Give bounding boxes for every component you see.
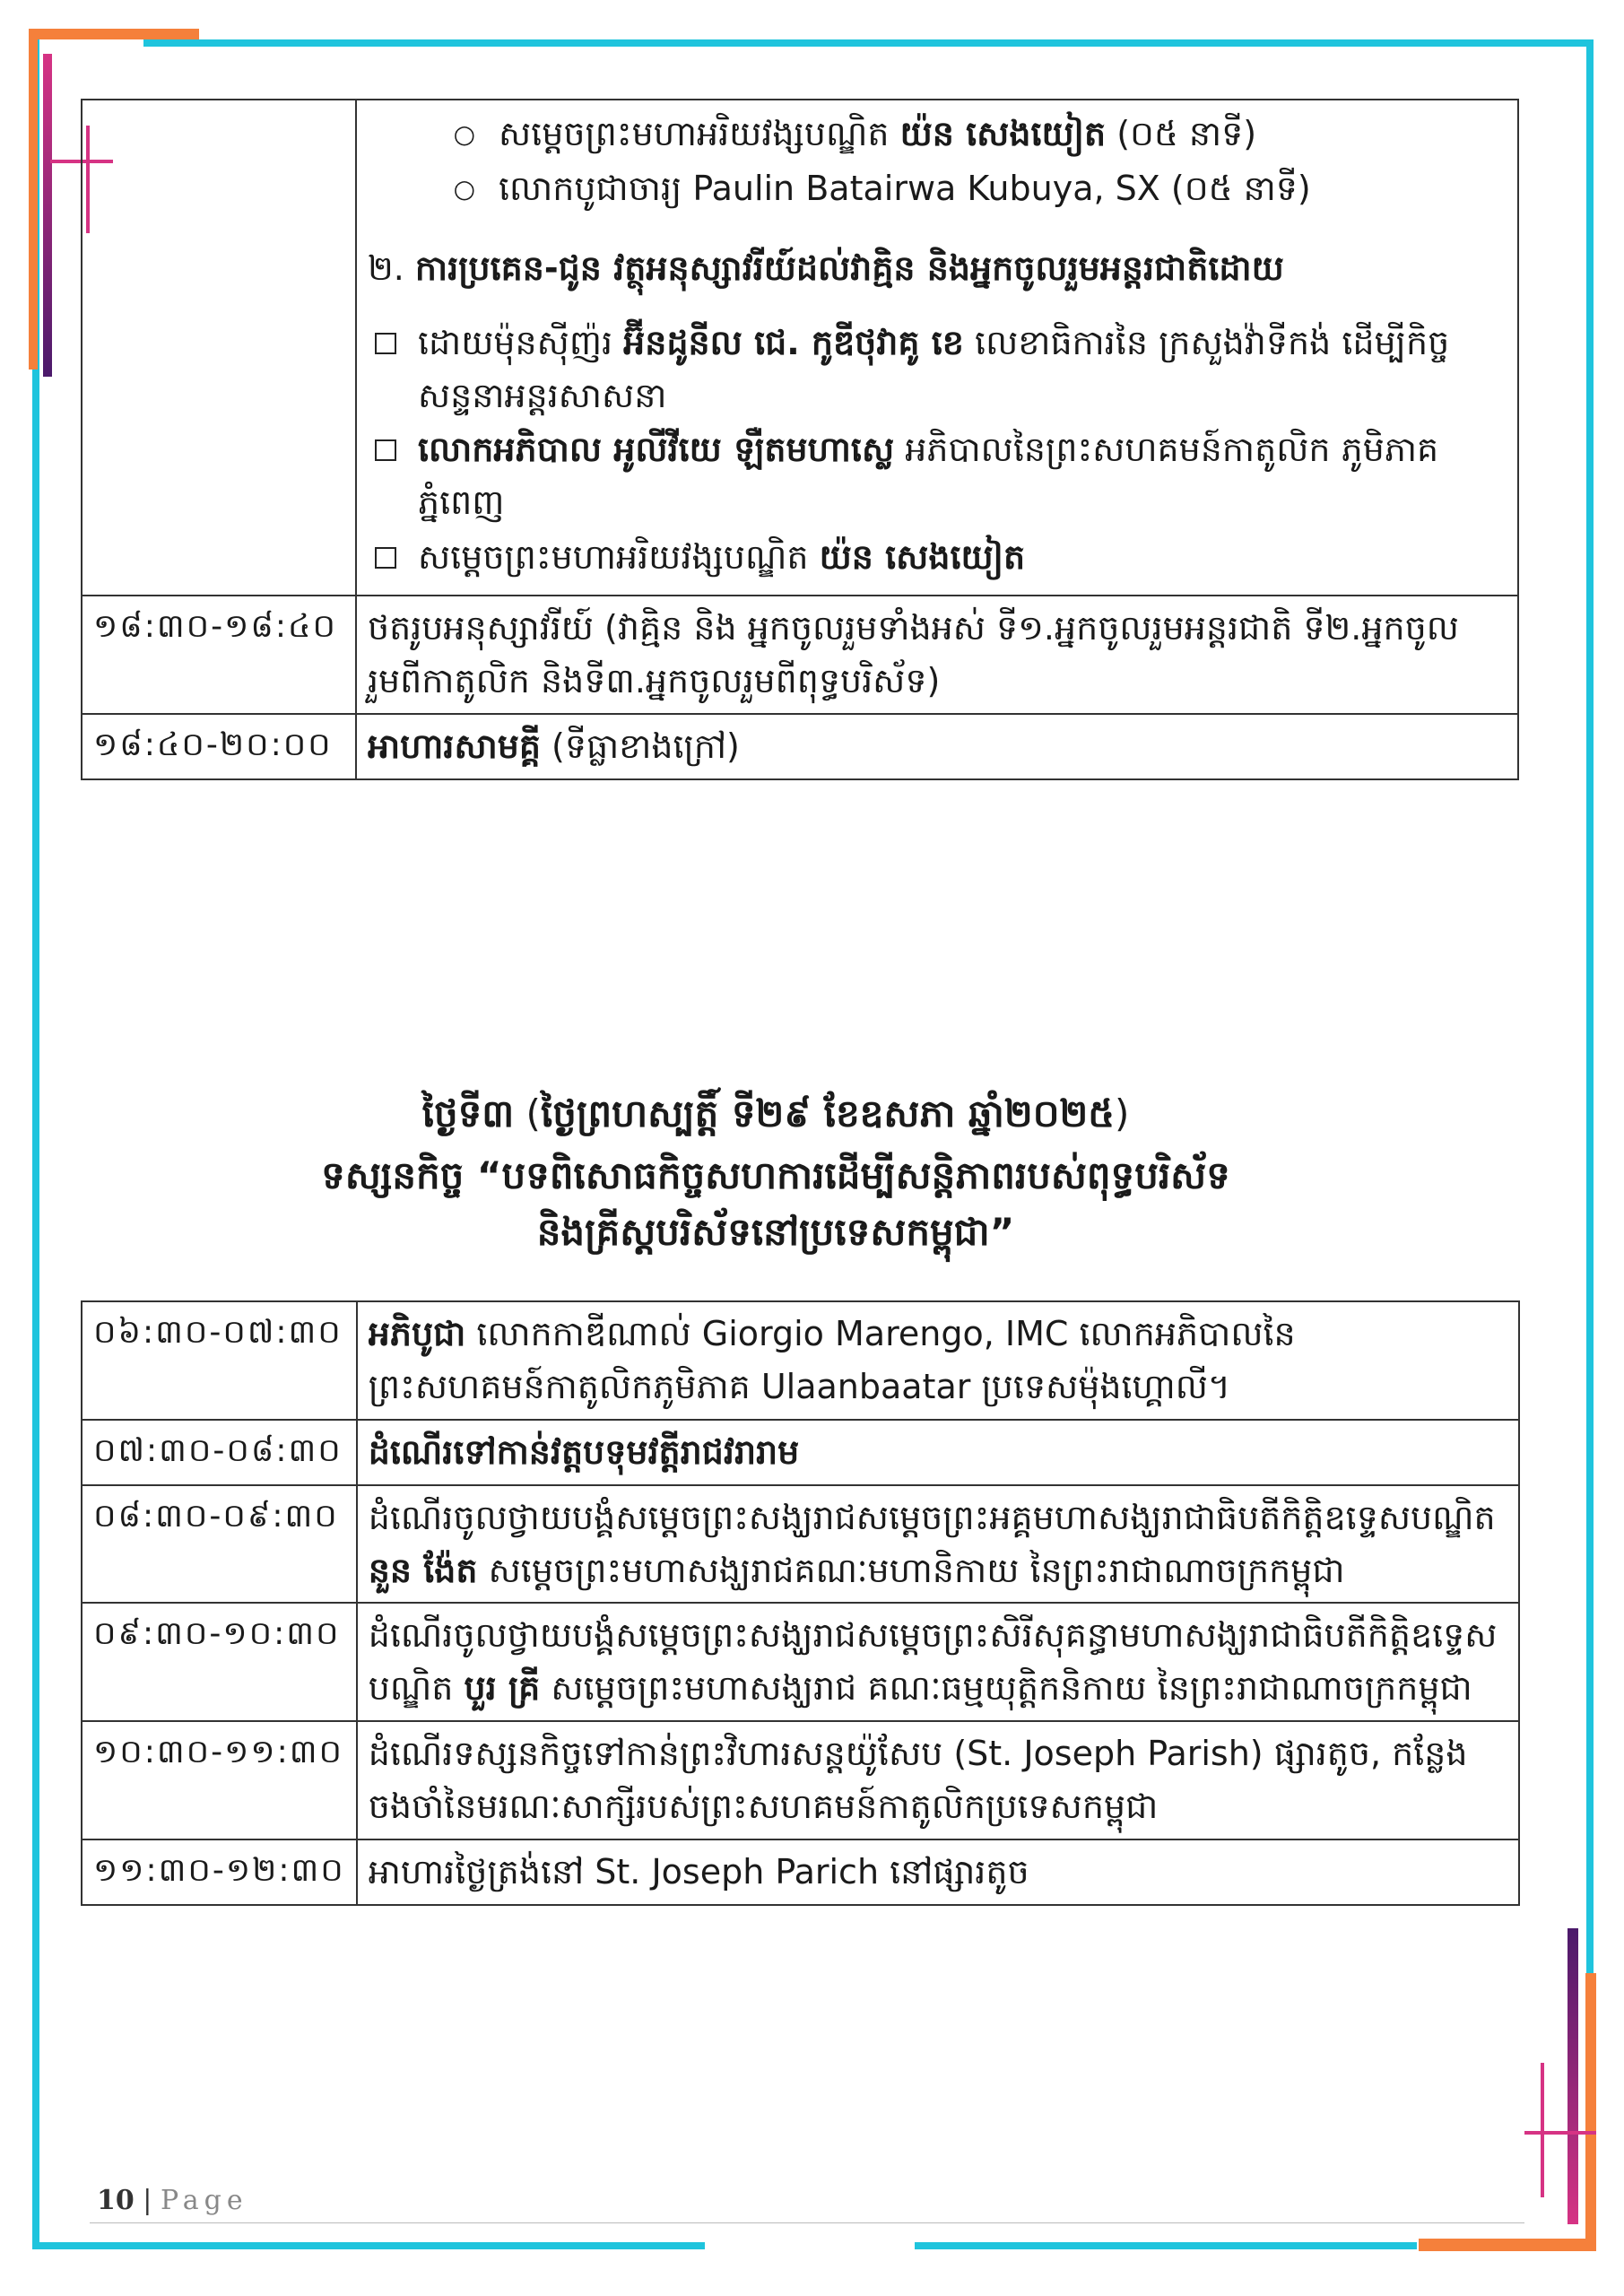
speaker-list [453, 108, 1507, 215]
circle-bullet-icon: ○ [453, 173, 475, 204]
description-cell: ដំណើរចូលថ្វាយបង្គំសម្តេចព្រះសង្ឃរាជសម្តេចព្រះសិរីសុគន្ធាមហាសង្ឃរាជាធិបតីកិត្តិឧទ្ទេសបណ្ឌិត បួរ គ្រី សម្តេចព្រះមហាសង្ឃរាជ គណៈធម្មយុត្តិកនិកាយ នៃព្រះរាជាណាចក្រកម្ពុជា [357, 1603, 1519, 1721]
table-row [82, 1839, 1519, 1905]
time-cell [82, 100, 356, 596]
corner-ornament-top-left-gradient [43, 54, 52, 377]
corner-ornament-bottom-right-cross-v [1541, 2063, 1544, 2197]
corner-ornament-bottom-right-bar [1585, 1973, 1596, 2251]
table-row [82, 596, 1518, 714]
corner-ornament-bottom-right [1419, 2239, 1596, 2251]
day3-visit-title: ទស្សនកិច្ច “បទពិសោធកិច្ចសហការដើម្បីសន្តិភាពរបស់ពុទ្ធបរិស័ទ និងគ្រីស្តបរិស័ទនៅប្រទេសកម្ពុជា” [321, 1153, 1230, 1254]
list-item: ○ លោកបូជាចារ្យ Paulin Batairwa Kubuya, SX (០៥ នាទី) [368, 162, 1507, 215]
time-cell: ១០:៣០-១១:៣០ [82, 1721, 357, 1839]
square-bullet-icon [375, 547, 396, 569]
page-number: 10 [97, 2185, 135, 2216]
frame-bottom-line-left [32, 2242, 705, 2249]
description-cell: ថតរូបអនុស្សាវរីយ៍ (វាគ្មិន និង អ្នកចូលរួមទាំងអស់ ទី១.អ្នកចូលរួមអន្តរជាតិ ទី២.អ្នកចូលរួមពីកាតូលិក និងទី៣.អ្នកចូលរួមពីពុទ្ធបរិស័ទ) [356, 596, 1518, 714]
list-item: លោកអភិបាល អូលីវីយេ ឡឺតមហាស្លេ អភិបាលនៃព្រះសហគមន៍កាតូលិក ភូមិភាគភ្នំពេញ [368, 423, 1507, 529]
time-cell: ០៦:៣០-០៧:៣០ [82, 1301, 357, 1420]
list-item: ○ សម្តេចព្រះមហាអរិយវង្សបណ្ឌិត យ៉ន សេងយៀត (០៥ នាទី) [368, 108, 1507, 161]
circle-bullet-icon: ○ [453, 119, 475, 149]
page-label: Page [160, 2185, 248, 2216]
description-cell: ដំណើរទស្សនកិច្ចទៅកាន់ព្រះវិហារសន្តយ៉ូសែប (St. Joseph Parish) ផ្សារតូច, កន្លែងចងចាំនៃមរណៈសាក្សីរបស់ព្រះសហគមន៍កាតូលិកប្រទេសកម្ពុជា [357, 1721, 1519, 1839]
description-cell: ដំណើរចូលថ្វាយបង្គំសម្តេចព្រះសង្ឃរាជសម្តេចព្រះអគ្គមហាសង្ឃរាជាធិបតីកិត្តិឧទ្ទេសបណ្ឌិត នួន ង៉ែត សម្តេចព្រះមហាសង្ឃរាជគណៈមហានិកាយ នៃព្រះរាជាណាចក្រកម្ពុជា [357, 1485, 1519, 1604]
table-row [82, 714, 1518, 779]
day3-heading [81, 1085, 1471, 1260]
description-cell: អាហារសាមគ្គី (ទីធ្លាខាងក្រៅ) [356, 714, 1518, 779]
schedule-table-day2 [81, 99, 1519, 780]
time-cell: ១៨:៣០-១៨:៤០ [82, 596, 356, 714]
square-bullet-icon [375, 439, 396, 461]
table-row [82, 1603, 1519, 1721]
corner-ornament-bottom-right-cross [1524, 2131, 1596, 2135]
list-item: សម្តេចព្រះមហាអរិយវង្សបណ្ឌិត យ៉ន សេងយៀត [368, 531, 1507, 584]
table-row [82, 1721, 1519, 1839]
section-heading: ២. ការប្រគេន-ជូន វត្ថុអនុស្សាវរីយ៍ដល់វាគ្មិន និងអ្នកចូលរួមអន្តរជាតិដោយ [368, 248, 1284, 288]
table-row [82, 100, 1518, 596]
description-cell: អាហារថ្ងៃត្រង់នៅ St. Joseph Parich នៅផ្សារតូច [357, 1839, 1519, 1905]
corner-ornament-top-left-bar [29, 29, 38, 370]
corner-ornament-bottom-right-gradient [1568, 1928, 1578, 2224]
table-row [82, 1301, 1519, 1420]
description-cell: ដំណើរទៅកាន់វត្តបទុមវត្តីរាជវរារាម [357, 1420, 1519, 1485]
frame-bottom-line-right [915, 2242, 1417, 2249]
time-cell: ០៩:៣០-១០:៣០ [82, 1603, 357, 1721]
footer-divider [90, 2222, 1524, 2223]
description-cell: អភិបូជា លោកកាឌីណាល់ Giorgio Marengo, IMC លោកអភិបាលនៃព្រះសហគមន៍កាតូលិកភូមិភាគ Ulaanbaatar ប្រទេសម៉ុងហ្គោលី។ [357, 1301, 1519, 1420]
table-row [82, 1420, 1519, 1485]
corner-ornament-top-left [29, 29, 199, 39]
day3-title: ថ្ងៃទី៣ (ថ្ងៃព្រហស្បត្តិ៍ ទី២៩ ខែឧសភា ឆ្នាំ២០២៥) [421, 1091, 1130, 1135]
page-footer: 10 | Page [97, 2185, 248, 2216]
schedule-table-day3 [81, 1300, 1520, 1906]
frame-top-line [143, 39, 1587, 47]
square-bullet-icon [375, 333, 396, 354]
table-row [82, 1485, 1519, 1604]
description-cell [356, 100, 1518, 596]
list-item: ដោយម៉ុនស៊ីញ៉រ អ៊ីនដូនីល ជេ. កូឌីថុវាគូ ខេ លេខាធិការនៃ ក្រសួងវ៉ាទីកង់ ដើម្បីកិច្ច សន្ទនាអន្តរសាសនា [368, 317, 1507, 422]
time-cell: ០៧:៣០-០៨:៣០ [82, 1420, 357, 1485]
time-cell: ១៨:៤០-២០:០០ [82, 714, 356, 779]
time-cell: ០៨:៣០-០៩:៣០ [82, 1485, 357, 1604]
time-cell: ១១:៣០-១២:៣០ [82, 1839, 357, 1905]
